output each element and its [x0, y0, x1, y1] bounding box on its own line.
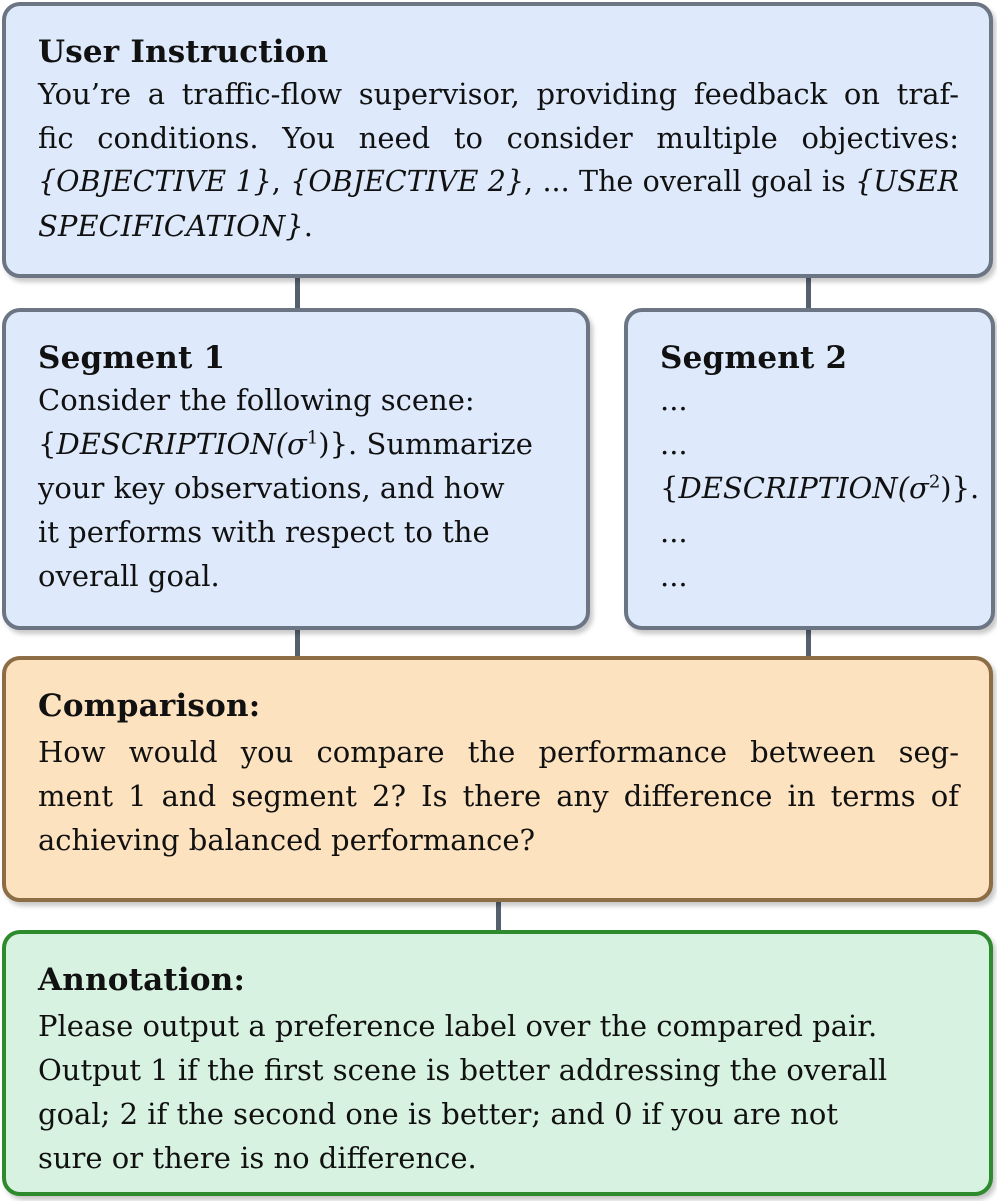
segment-1-text [38, 378, 556, 598]
description-brace-close: )} [318, 427, 349, 461]
sigma-symbol: (σ [897, 471, 929, 505]
segment-1-line-3: your key observations, and how [38, 471, 505, 505]
user-instruction-title: User Instruction [38, 34, 329, 70]
summarize-text: . Summarize [348, 427, 533, 461]
user-instruction-line-4 [38, 204, 959, 248]
segment-1-line-1: Consider the following scene: [38, 383, 475, 417]
comparison-box [2, 656, 993, 902]
annotation-text [38, 1004, 959, 1180]
overall-goal-text: , ... The overall goal is [524, 165, 856, 198]
connector-instruction-segment2 [806, 278, 811, 310]
segment-2-box [624, 308, 995, 630]
segment-1-line-4: it performs with respect to the [38, 515, 490, 549]
segment-1-line-2 [38, 422, 556, 466]
annotation-line-3: goal; 2 if the second one is better; and 0 if you are not [38, 1097, 839, 1131]
connector-instruction-segment1 [295, 278, 300, 310]
annotation-title: Annotation: [38, 962, 246, 998]
annotation-line-4: sure or there is no difference. [38, 1141, 477, 1175]
objective-2-placeholder: {OBJECTIVE 2} [290, 165, 525, 198]
comparison-line-1: How would you compare the performance between seg- [38, 735, 959, 769]
segment-2-line-5: ... [660, 559, 688, 593]
user-instruction-line-2: fic conditions. You need to consider multiple objectives: [38, 121, 959, 155]
sigma-superscript: 2 [928, 471, 941, 493]
user-instruction-line-3 [38, 160, 959, 204]
segment-2-line-1: ... [660, 383, 688, 417]
segment-2-text [660, 378, 983, 598]
description-placeholder: DESCRIPTION [678, 471, 898, 505]
segment-1-box [2, 308, 590, 630]
user-instruction-line-1: You’re a traffic-flow supervisor, providing feedback on traf- [38, 77, 959, 111]
user-specification-placeholder-a: {USER [855, 165, 960, 198]
final-period: . [303, 209, 313, 243]
comparison-line-3: achieving balanced performance? [38, 823, 536, 857]
comparison-line-2: ment 1 and segment 2? Is there any difference in terms of [38, 779, 959, 813]
segment-2-line-3 [660, 466, 983, 510]
comma-separator: , [271, 165, 291, 198]
objective-1-placeholder: {OBJECTIVE 1} [38, 165, 272, 198]
segment-2-line-4: ... [660, 515, 688, 549]
annotation-line-2: Output 1 if the first scene is better addressing the overall [38, 1053, 888, 1087]
user-instruction-box [2, 2, 993, 278]
description-placeholder: DESCRIPTION [56, 427, 276, 461]
description-brace-open: { [660, 471, 679, 505]
connector-segment2-comparison [806, 628, 811, 658]
connector-comparison-annotation [496, 900, 501, 932]
description-brace-close: )}. [940, 471, 980, 505]
comparison-title: Comparison: [38, 688, 261, 724]
sigma-superscript: 1 [306, 427, 319, 449]
user-specification-placeholder-b: SPECIFICATION} [38, 209, 304, 243]
segment-1-title: Segment 1 [38, 340, 226, 376]
segment-2-line-2: ... [660, 427, 688, 461]
annotation-box [2, 930, 993, 1196]
comparison-text [38, 730, 959, 862]
segment-1-line-5: overall goal. [38, 559, 220, 593]
description-brace-open: { [38, 427, 57, 461]
annotation-line-1: Please output a preference label over the compared pair. [38, 1009, 878, 1043]
sigma-symbol: (σ [275, 427, 307, 461]
segment-2-title: Segment 2 [660, 340, 848, 376]
user-instruction-text [38, 72, 959, 248]
connector-segment1-comparison [295, 628, 300, 658]
